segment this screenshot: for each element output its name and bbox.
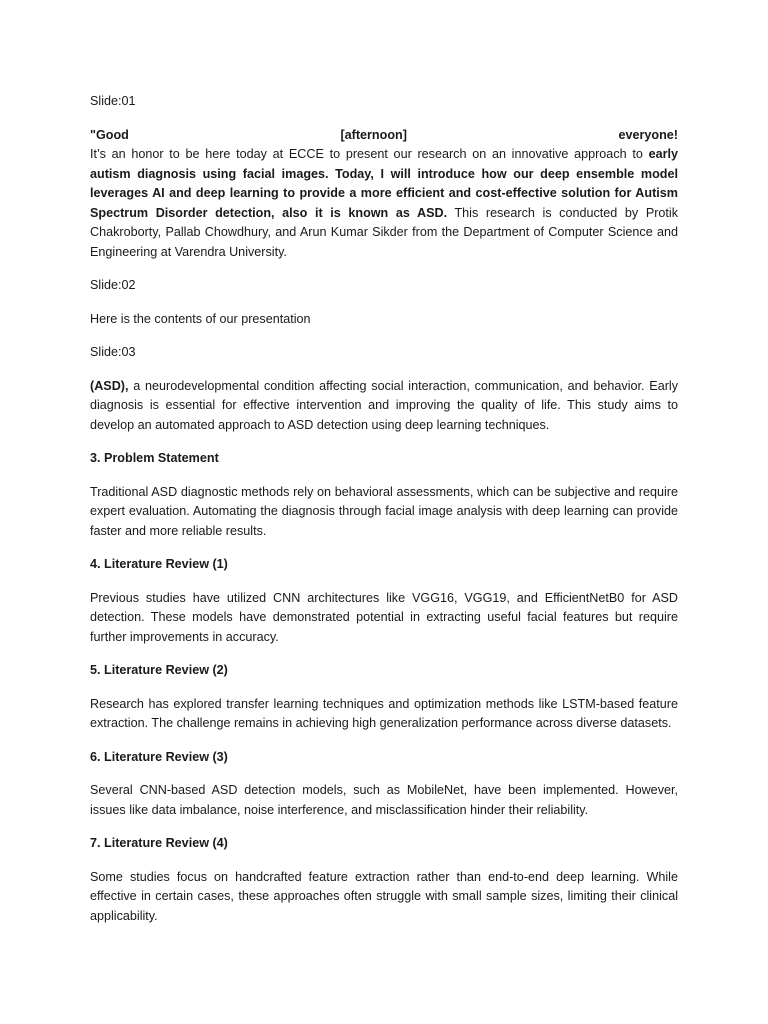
greeting-afternoon: [afternoon] <box>340 127 407 142</box>
section-heading: 3. Problem Statement <box>90 451 219 465</box>
slide-03-paragraph <box>90 377 678 436</box>
intro-bold-text: early autism diagnosis using facial images. Today, I will introduce how our deep ensemble model leverages AI and deep learning to provide a more efficient and cost-effective solution for Autism Spectrum Disorder detection, also it is known as ASD. <box>90 147 678 220</box>
document-page <box>90 92 678 940</box>
section-text: Previous studies have utilized CNN architectures like VGG16, VGG19, and EfficientNetB0 for ASD detection. These models have demonstrated potential in extracting useful facial features but require further improvements in accuracy. <box>90 590 678 644</box>
section-heading: 4. Literature Review (1) <box>90 557 228 571</box>
intro-text: It’s an honor to be here today at ECCE to present our research on an innovative approach to <box>90 147 649 161</box>
greeting-good: "Good <box>90 127 129 142</box>
greeting-everyone: everyone! <box>618 127 678 142</box>
section-text: Research has explored transfer learning techniques and optimization methods like LSTM-based feature extraction. The challenge remains in achieving high generalization performance across diverse datasets. <box>90 696 678 730</box>
asd-description-text: a neurodevelopmental condition affecting social interaction, communication, and behavior. Early diagnosis is essential for effective intervention and improving the quality of life. This study aims to develop an automated approach to ASD detection using deep learning techniques. <box>90 378 678 432</box>
section-text: Traditional ASD diagnostic methods rely on behavioral assessments, which can be subjective and require expert evaluation. Automating the diagnosis through facial image analysis with deep learning can provide faster and more reliable results. <box>90 484 678 538</box>
authors-text: This research is conducted by Protik Chakroborty, Pallab Chowdhury, and Arun Kumar Sikder from the Department of Computer Science and Engineering at Varendra University. <box>90 205 679 259</box>
slide-label-02: Slide:02 <box>90 278 136 292</box>
slide-label-01: Slide:01 <box>90 94 136 108</box>
section-heading: 5. Literature Review (2) <box>90 663 228 677</box>
section-text: Several CNN-based ASD detection models, such as MobileNet, have been implemented. However, issues like data imbalance, noise interference, and misclassification hinder their reliability. <box>90 783 678 817</box>
contents-text: Here is the contents of our presentation <box>90 311 311 326</box>
slide-01-paragraph <box>90 126 678 263</box>
asd-bold-text: (ASD), <box>90 378 129 393</box>
greeting-line <box>90 126 678 146</box>
section-heading: 6. Literature Review (3) <box>90 749 228 764</box>
slide-label-03: Slide:03 <box>90 345 136 359</box>
section-heading: 7. Literature Review (4) <box>90 836 228 850</box>
section-text: Some studies focus on handcrafted feature extraction rather than end-to-end deep learning. While effective in certain cases, these approaches often struggle with small sample sizes, limiting their clinical applicability. <box>90 869 678 923</box>
